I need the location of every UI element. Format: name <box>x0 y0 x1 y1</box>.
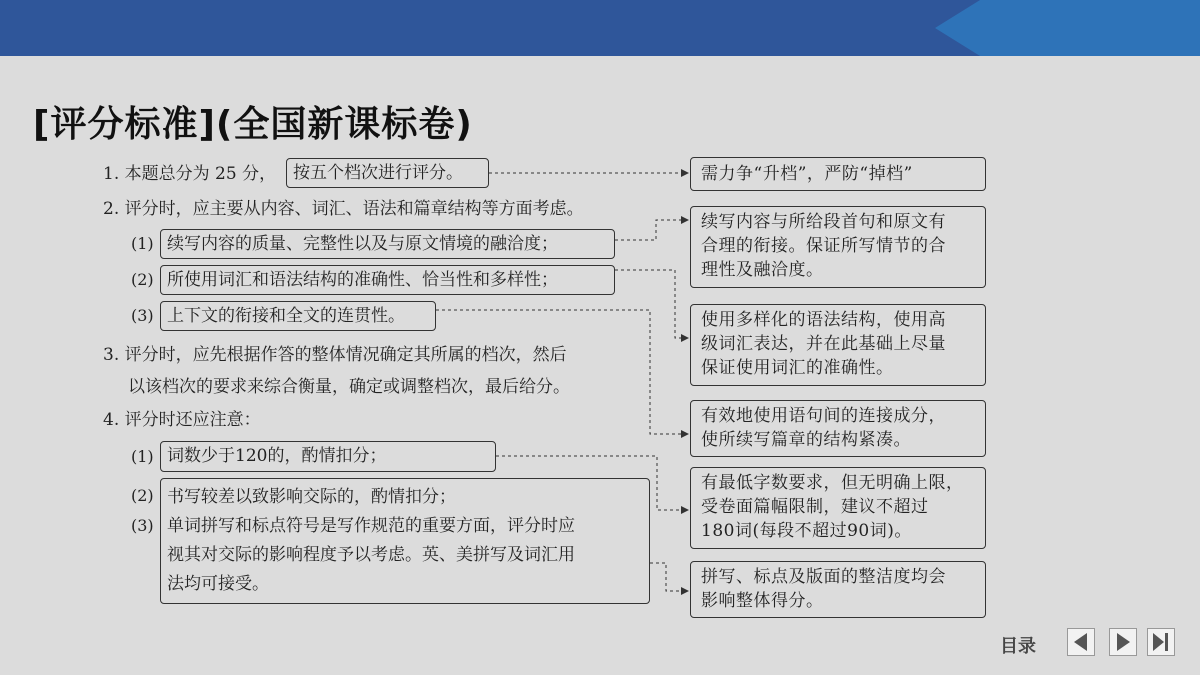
note-3-number: (3) <box>131 516 154 535</box>
comment-box-1: 需力争“升档”，严防“掉档” <box>690 157 986 191</box>
connector-3 <box>615 270 688 338</box>
item-3-line-2: 以该档次的要求来综合衡量，确定或调整档次，最后给分。 <box>128 377 570 397</box>
note-1-number: (1) <box>131 447 154 466</box>
comment-box-2-line-1: 续写内容与所给段首句和原文有 <box>701 212 946 232</box>
comment-box-4-line-2: 使所续写篇章的结构紧凑。 <box>701 430 911 450</box>
top-banner-accent <box>935 0 1200 56</box>
last-slide-button[interactable] <box>1147 628 1175 656</box>
sub-1-box: 续写内容的质量、完整性以及与原文情境的融洽度； <box>160 229 615 259</box>
note-2-3-box <box>160 478 650 604</box>
note-3-text-line-2: 视其对交际的影响程度予以考虑。英、美拼写及词汇用 <box>167 545 575 565</box>
item-2-text: 2. 评分时，应主要从内容、词汇、语法和篇章结构等方面考虑。 <box>103 199 584 219</box>
sub-2-number: (2) <box>131 270 154 289</box>
comment-box-4-line-1: 有效地使用语句间的连接成分， <box>701 406 946 426</box>
comment-box-4 <box>690 400 986 457</box>
comment-box-3-line-3: 保证使用词汇的准确性。 <box>701 358 894 378</box>
triangle-left-icon <box>1068 629 1094 655</box>
comment-box-5-line-1: 有最低字数要求，但无明确上限， <box>701 473 964 493</box>
connector-2 <box>615 220 688 240</box>
comment-box-5-line-2: 受卷面篇幅限制，建议不超过 <box>701 497 929 517</box>
item-3-line-1: 3. 评分时，应先根据作答的整体情况确定其所属的档次，然后 <box>103 345 567 365</box>
comment-box-2-line-3: 理性及融洽度。 <box>701 260 824 280</box>
note-2-number: (2) <box>131 486 154 505</box>
skip-to-end-icon <box>1148 629 1174 655</box>
sub-1-number: (1) <box>131 234 154 253</box>
table-of-contents-link[interactable]: 目录 <box>1000 636 1036 657</box>
comment-box-5-line-3: 180词(每段不超过90词)。 <box>701 521 912 541</box>
comment-box-6 <box>690 561 986 618</box>
comment-box-3-line-1: 使用多样化的语法结构，使用高 <box>701 310 946 330</box>
note-3-text-line-3: 法均可接受。 <box>167 574 269 594</box>
note-2-text: 书写较差以致影响交际的，酌情扣分； <box>167 487 456 507</box>
comment-box-6-line-1: 拼写、标点及版面的整洁度均会 <box>701 567 946 587</box>
next-slide-button[interactable] <box>1109 628 1137 656</box>
connector-4 <box>436 310 688 434</box>
comment-box-3-line-2: 级词汇表达，并在此基础上尽量 <box>701 334 946 354</box>
previous-slide-button[interactable] <box>1067 628 1095 656</box>
connector-6 <box>650 563 688 591</box>
item-4-text: 4. 评分时还应注意： <box>103 410 261 430</box>
comment-box-6-line-2: 影响整体得分。 <box>701 591 824 611</box>
item-1-box: 按五个档次进行评分。 <box>286 158 489 188</box>
sub-3-box: 上下文的衔接和全文的连贯性。 <box>160 301 436 331</box>
note-3-text-line-1: 单词拼写和标点符号是写作规范的重要方面，评分时应 <box>167 516 575 536</box>
comment-box-2-line-2: 合理的衔接。保证所写情节的合 <box>701 236 946 256</box>
comment-box-2 <box>690 206 986 288</box>
triangle-right-icon <box>1110 629 1136 655</box>
page-title: [评分标准](全国新课标卷) <box>33 104 473 145</box>
item-1-text: 1. 本题总分为 25 分， <box>103 164 277 184</box>
note-1-box: 词数少于120的，酌情扣分； <box>160 441 496 472</box>
sub-3-number: (3) <box>131 306 154 325</box>
comment-box-3 <box>690 304 986 386</box>
comment-box-5 <box>690 467 986 549</box>
sub-2-box: 所使用词汇和语法结构的准确性、恰当性和多样性； <box>160 265 615 295</box>
